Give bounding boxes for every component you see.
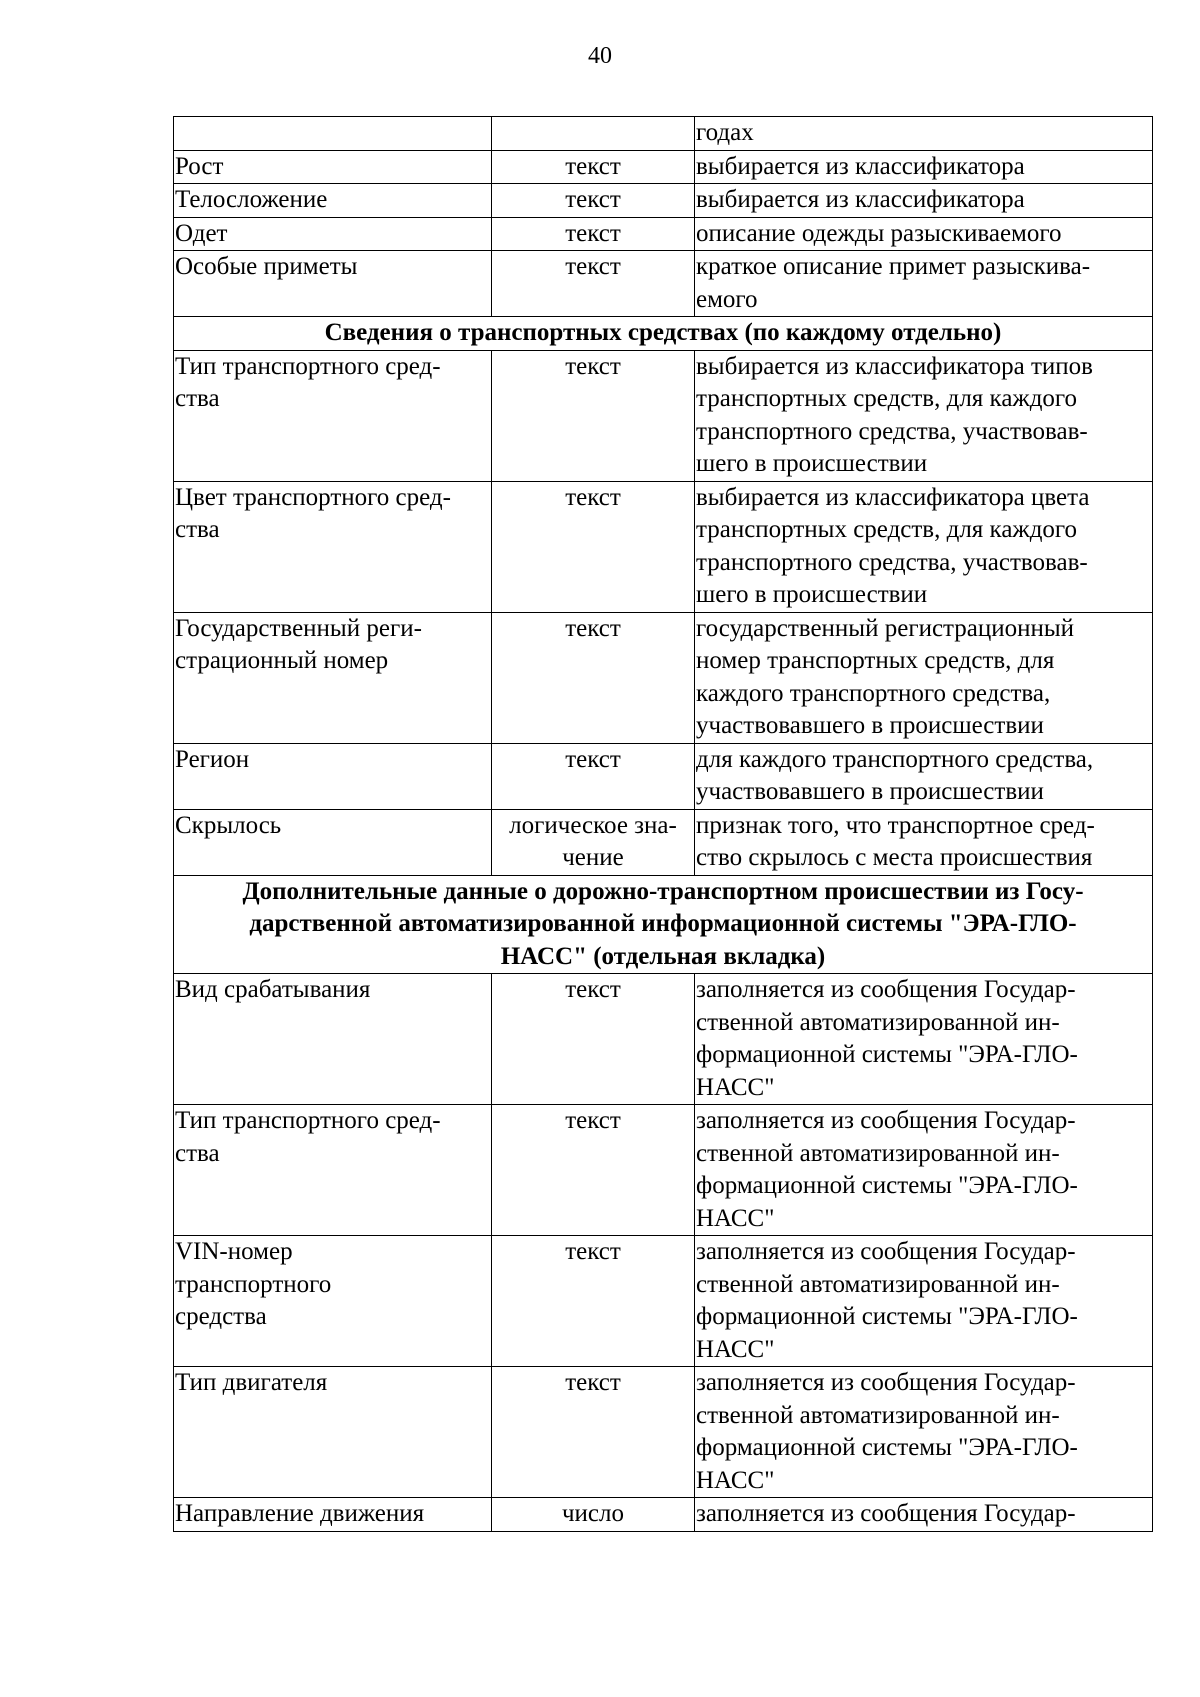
data-type-cell bbox=[492, 1498, 695, 1532]
data-type-cell bbox=[492, 1367, 695, 1498]
table-row bbox=[174, 1498, 1153, 1532]
data-type-cell-text: текст bbox=[565, 1369, 621, 1396]
data-type-cell bbox=[492, 481, 695, 612]
data-type-cell-text: текст bbox=[565, 352, 621, 380]
table-row bbox=[174, 612, 1153, 743]
section-title-text: Сведения о транспортных средствах (по каждому отдельно) bbox=[324, 319, 1002, 346]
table-row bbox=[174, 150, 1153, 184]
table-row bbox=[174, 481, 1153, 612]
field-name-cell bbox=[174, 217, 492, 251]
field-name-cell-text: Тип транспортного сред- ства bbox=[175, 352, 441, 412]
field-name-cell bbox=[174, 481, 492, 612]
field-name-cell-text: Цвет транспортного сред- ства bbox=[175, 483, 451, 543]
description-cell bbox=[695, 481, 1153, 612]
description-cell-text: краткое описание примет разыскива- емого bbox=[696, 253, 1091, 313]
data-type-cell-text: текст bbox=[565, 1107, 621, 1134]
section-title bbox=[174, 875, 1153, 974]
field-name-cell-text: Государственный реги- страционный номер bbox=[175, 614, 422, 674]
table-row bbox=[174, 809, 1153, 875]
field-name-cell-text: Особые приметы bbox=[175, 253, 358, 280]
field-name-cell bbox=[174, 1367, 492, 1498]
table-row bbox=[174, 117, 1153, 151]
field-name-cell bbox=[174, 1105, 492, 1236]
description-cell-text: заполняется из сообщения Государ- ственной автоматизированной ин- формационной системы "ЭРА-ГЛО- НАСС" bbox=[696, 976, 1078, 1101]
description-cell-text: заполняется из сообщения Государ- ственной автоматизированной ин- формационной системы "ЭРА-ГЛО- НАСС" bbox=[696, 1107, 1078, 1232]
field-name-cell bbox=[174, 1498, 492, 1532]
data-type-cell bbox=[492, 350, 695, 481]
table-body bbox=[174, 117, 1153, 1532]
description-cell bbox=[695, 1367, 1153, 1498]
data-type-cell bbox=[492, 150, 695, 184]
field-name-cell bbox=[174, 974, 492, 1105]
data-type-cell-text: текст bbox=[565, 483, 621, 511]
data-type-cell bbox=[492, 809, 695, 875]
table-row bbox=[174, 217, 1153, 251]
field-name-cell bbox=[174, 251, 492, 317]
data-type-cell-text: текст bbox=[565, 186, 621, 213]
description-cell-text: выбирается из классификатора bbox=[696, 186, 1025, 213]
description-cell bbox=[695, 743, 1153, 809]
data-type-cell-text: текст bbox=[565, 152, 621, 180]
description-cell bbox=[695, 350, 1153, 481]
data-type-cell bbox=[492, 117, 695, 151]
field-spec-table bbox=[173, 116, 1153, 1532]
data-type-cell-text: текст bbox=[565, 219, 621, 247]
description-cell bbox=[695, 612, 1153, 743]
table-row bbox=[174, 743, 1153, 809]
data-type-cell bbox=[492, 217, 695, 251]
section-title bbox=[174, 317, 1153, 351]
data-type-cell bbox=[492, 743, 695, 809]
field-name-cell-text: Тип двигателя bbox=[175, 1369, 328, 1396]
description-cell bbox=[695, 1498, 1153, 1532]
table-row bbox=[174, 350, 1153, 481]
field-name-cell bbox=[174, 743, 492, 809]
table-row bbox=[174, 1367, 1153, 1498]
section-header-row bbox=[174, 317, 1153, 351]
description-cell bbox=[695, 184, 1153, 218]
data-type-cell bbox=[492, 1105, 695, 1236]
page-number: 40 bbox=[588, 43, 612, 69]
field-name-cell-text: Одет bbox=[175, 219, 228, 247]
description-cell bbox=[695, 217, 1153, 251]
field-name-cell-text: Регион bbox=[175, 745, 250, 773]
description-cell bbox=[695, 117, 1153, 151]
data-type-cell-text: текст bbox=[565, 614, 621, 642]
table-row bbox=[174, 184, 1153, 218]
description-cell-text: признак того, что транспортное сред- ство скрылось с места происшествия bbox=[696, 811, 1095, 871]
description-cell bbox=[695, 1105, 1153, 1236]
table-row bbox=[174, 974, 1153, 1105]
data-type-cell bbox=[492, 612, 695, 743]
description-cell bbox=[695, 150, 1153, 184]
field-name-cell-text: Тип транспортного сред- ства bbox=[175, 1107, 441, 1167]
field-name-cell-text: Скрылось bbox=[175, 811, 282, 839]
field-name-cell-text: Вид срабатывания bbox=[175, 976, 371, 1003]
field-name-cell bbox=[174, 184, 492, 218]
description-cell-text: выбирается из классификатора типов транспортных средств, для каждого транспортного средства, участвовав- шего в происшествии bbox=[696, 352, 1093, 477]
table-row bbox=[174, 1105, 1153, 1236]
field-name-cell bbox=[174, 612, 492, 743]
section-title-text: Дополнительные данные о дорожно-транспортном происшествии из Госу- дарственной автоматизированной информационной системы "ЭРА-ГЛО- НАСС" (отдельная вкладка) bbox=[242, 877, 1084, 970]
description-cell bbox=[695, 1236, 1153, 1367]
field-name-cell-text: Телосложение bbox=[175, 186, 328, 213]
description-cell-text: государственный регистрационный номер транспортных средств, для каждого транспортного средства, участвовавшего в происшествии bbox=[696, 614, 1075, 739]
description-cell-text: заполняется из сообщения Государ- bbox=[696, 1500, 1076, 1527]
description-cell-text: выбирается из классификатора bbox=[696, 152, 1025, 180]
description-cell-text: заполняется из сообщения Государ- ственной автоматизированной ин- формационной системы "ЭРА-ГЛО- НАСС" bbox=[696, 1238, 1078, 1363]
data-type-cell bbox=[492, 251, 695, 317]
field-name-cell-text: VIN-номер транспортного средства bbox=[175, 1238, 332, 1330]
description-cell-text: выбирается из классификатора цвета транспортных средств, для каждого транспортного средства, участвовав- шего в происшествии bbox=[696, 483, 1090, 608]
description-cell-text: описание одежды разыскиваемого bbox=[696, 219, 1062, 247]
description-cell-text: для каждого транспортного средства, участвовавшего в происшествии bbox=[696, 745, 1094, 805]
description-cell-text: годах bbox=[696, 119, 754, 146]
data-type-cell-text: число bbox=[561, 1500, 625, 1527]
description-cell bbox=[695, 809, 1153, 875]
field-name-cell-text: Направление движения bbox=[175, 1500, 425, 1527]
field-name-cell bbox=[174, 117, 492, 151]
data-type-cell bbox=[492, 974, 695, 1105]
field-name-cell bbox=[174, 350, 492, 481]
data-type-cell-text: логическое зна- чение bbox=[509, 811, 677, 871]
description-cell bbox=[695, 974, 1153, 1105]
field-name-cell bbox=[174, 1236, 492, 1367]
field-name-cell bbox=[174, 809, 492, 875]
data-type-cell-text: текст bbox=[565, 976, 621, 1003]
table-row bbox=[174, 1236, 1153, 1367]
field-name-cell-text: Рост bbox=[175, 152, 224, 180]
data-type-cell bbox=[492, 1236, 695, 1367]
data-type-cell-text: текст bbox=[565, 745, 621, 773]
data-type-cell bbox=[492, 184, 695, 218]
section-header-row bbox=[174, 875, 1153, 974]
description-cell-text: заполняется из сообщения Государ- ственной автоматизированной ин- формационной системы "ЭРА-ГЛО- НАСС" bbox=[696, 1369, 1078, 1494]
data-type-cell-text: текст bbox=[565, 253, 621, 280]
table-row bbox=[174, 251, 1153, 317]
data-type-cell-text: текст bbox=[565, 1238, 621, 1265]
field-name-cell bbox=[174, 150, 492, 184]
description-cell bbox=[695, 251, 1153, 317]
